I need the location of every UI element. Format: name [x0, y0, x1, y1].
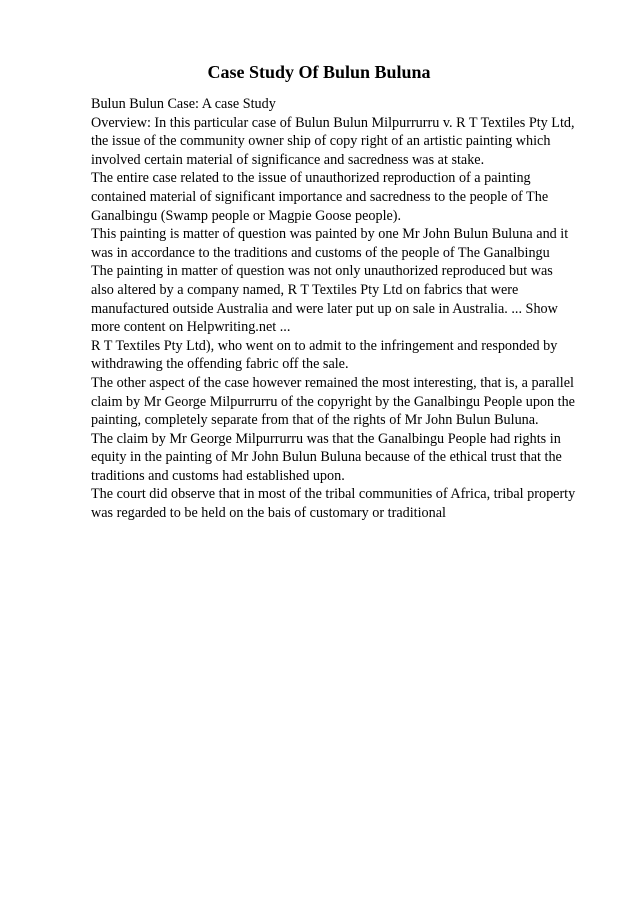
- text-line: The claim by Mr George Milpurrurru was that the Ganalbingu People had rights in: [91, 430, 561, 447]
- document-body: [91, 95, 601, 523]
- text-line: Bulun Bulun Case: A case Study: [91, 96, 276, 112]
- text-line: traditions and customs had established upon.: [91, 467, 345, 484]
- text-line: the issue of the community owner ship of copy right of an artistic painting which: [91, 133, 551, 150]
- text-line: Overview: In this particular case of Bulun Bulun Milpurrurru v. R T Textiles Pty Ltd,: [91, 114, 575, 131]
- text-line: also altered by a company named, R T Textiles Pty Ltd on fabrics that were: [91, 281, 519, 298]
- document-title: Case Study Of Bulun Buluna: [207, 62, 431, 82]
- text-line: involved certain material of significance and sacredness was at stake.: [91, 151, 485, 168]
- text-line: painting, completely separate from that of the rights of Mr John Bulun Buluna.: [91, 412, 539, 429]
- text-line: The painting in matter of question was not only unauthorized reproduced but was: [91, 263, 553, 280]
- text-line: The court did observe that in most of the tribal communities of Africa, tribal property: [91, 486, 576, 503]
- text-line: This painting is matter of question was painted by one Mr John Bulun Buluna and it: [91, 226, 569, 243]
- text-line: The other aspect of the case however remained the most interesting, that is, a parallel: [91, 374, 574, 391]
- text-line: R T Textiles Pty Ltd), who went on to admit to the infringement and responded by: [91, 337, 558, 354]
- text-line: contained material of significant importance and sacredness to the people of The: [91, 188, 549, 205]
- text-line: withdrawing the offending fabric off the sale.: [91, 356, 349, 373]
- text-line: The entire case related to the issue of unauthorized reproduction of a painting: [91, 170, 531, 187]
- text-line: was regarded to be held on the bais of customary or traditional: [91, 505, 446, 522]
- text-line: Ganalbingu (Swamp people or Magpie Goose people).: [91, 207, 402, 224]
- text-line: claim by Mr George Milpurrurru of the copyright by the Ganalbingu People upon the: [91, 393, 575, 410]
- text-line: was in accordance to the traditions and customs of the people of The Ganalbingu: [91, 244, 550, 261]
- text-line: manufactured outside Australia and were later put up on sale in Australia. ... Show: [91, 300, 558, 317]
- text-line: equity in the painting of Mr John Bulun Buluna because of the ethical trust that the: [91, 449, 562, 466]
- text-line: more content on Helpwriting.net ...: [91, 319, 291, 336]
